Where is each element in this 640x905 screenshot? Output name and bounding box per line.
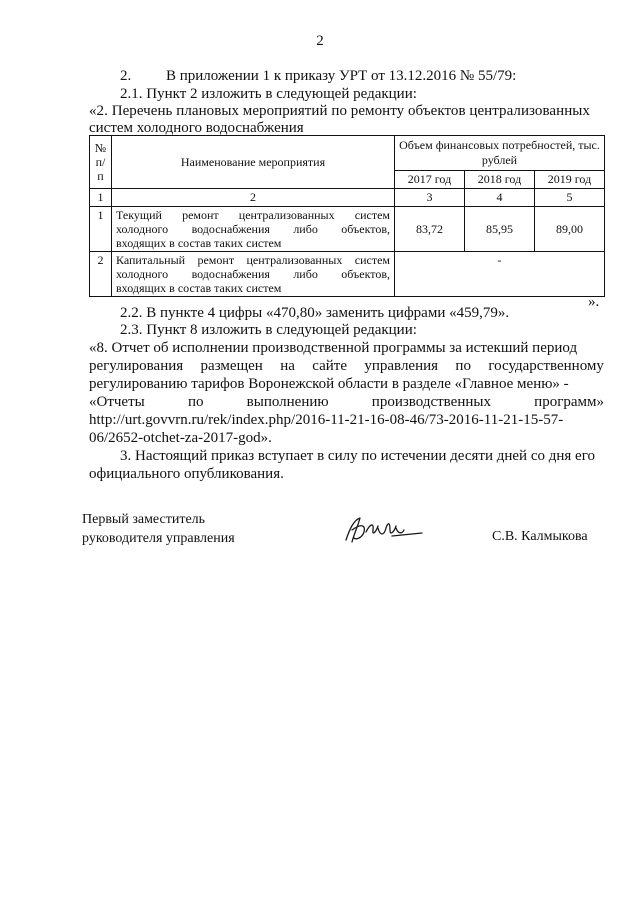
- handwritten-signature-icon: [340, 510, 430, 550]
- quote8-line4: [89, 393, 604, 411]
- paragraph-2-2: 2.2. В пункте 4 цифры «470,80» заменить цифрами «459,79».: [120, 305, 510, 321]
- header-year-2017: 2017 год: [395, 171, 465, 189]
- paragraph-2-1: 2.1. Пункт 2 изложить в следующей редакции:: [120, 86, 417, 102]
- paragraph-2-number: 2.: [120, 68, 132, 84]
- quote8-word: «Отчеты: [89, 394, 145, 410]
- header-year-2019: 2019 год: [535, 171, 605, 189]
- quote8-word: сайте: [312, 358, 347, 374]
- paragraph-2-3: 2.3. Пункт 8 изложить в следующей редакции:: [120, 322, 417, 338]
- paragraph-2-text: В приложении 1 к приказу УРТ от 13.12.2016 № 55/79:: [166, 68, 517, 84]
- quote8-word: на: [280, 358, 295, 374]
- table-row: [90, 207, 605, 252]
- quote8-line3: регулированию тарифов Воронежской области в разделе «Главное меню» -: [89, 376, 569, 392]
- row-name-line: входящих в состав таких систем: [116, 281, 282, 295]
- quote8-line1: «8. Отчет об исполнении производственной программы за истекший период: [89, 340, 578, 356]
- header-num: № п/п: [90, 136, 112, 189]
- page-number: 2: [316, 33, 324, 49]
- quote8-word: выполнению: [246, 394, 329, 410]
- index-cell: 4: [465, 189, 535, 207]
- quote8-line2: [89, 357, 604, 375]
- row-name-line: холодного водоснабжения либо объектов,: [116, 222, 390, 236]
- row-num: 1: [90, 207, 112, 252]
- quote8-word: производственных: [371, 394, 491, 410]
- row-name: [112, 207, 395, 252]
- row-num: 2: [90, 252, 112, 297]
- index-cell: 2: [112, 189, 395, 207]
- quote8-line5: http://urt.govvrn.ru/rek/index.php/2016-11-21-16-08-46/73-2016-11-21-15-57-: [89, 412, 564, 428]
- quote8-word: государственному: [488, 358, 604, 374]
- row-name-line: Капитальный ремонт централизованных систем: [116, 253, 390, 267]
- quote8-word: по: [187, 394, 204, 410]
- closing-quote: ».: [588, 294, 600, 310]
- signatory-position-line2: руководителя управления: [82, 531, 235, 546]
- quote8-word: программ»: [534, 394, 604, 410]
- index-cell: 5: [535, 189, 605, 207]
- table-index-row: [90, 189, 605, 207]
- index-cell: 3: [395, 189, 465, 207]
- header-volume: Объем финансовых потребностей, тыс. рублей: [395, 136, 605, 171]
- row-value-2018: 85,95: [465, 207, 535, 252]
- quote-title-line2: систем холодного водоснабжения: [89, 120, 304, 136]
- quote8-word: по: [455, 358, 471, 374]
- row-name-line: входящих в состав таких систем: [116, 236, 282, 250]
- signatory-name: С.В. Калмыкова: [492, 529, 588, 544]
- signatory-position: [82, 510, 235, 548]
- row-value-2017: 83,72: [395, 207, 465, 252]
- row-merged-value: -: [395, 252, 605, 297]
- repair-plan-table: [89, 135, 605, 297]
- paragraph-3-line2: официального опубликования.: [89, 466, 284, 482]
- quote8-word: управления: [364, 358, 439, 374]
- signatory-position-line1: Первый заместитель: [82, 512, 206, 527]
- quote8-line6: 06/2652-otchet-za-2017-god».: [89, 430, 272, 446]
- header-name: Наименование мероприятия: [112, 136, 395, 189]
- header-year-2018: 2018 год: [465, 171, 535, 189]
- quote-title-line1: «2. Перечень плановых мероприятий по ремонту объектов централизованных: [89, 103, 590, 119]
- quote8-word: размещен: [200, 358, 263, 374]
- paragraph-3-line1: 3. Настоящий приказ вступает в силу по истечении десяти дней со дня его: [120, 448, 595, 464]
- index-cell: 1: [90, 189, 112, 207]
- quote8-word: регулирования: [89, 358, 184, 374]
- table-header-row: [90, 136, 605, 171]
- row-value-2019: 89,00: [535, 207, 605, 252]
- table-row: [90, 252, 605, 297]
- row-name-line: холодного водоснабжения либо объектов,: [116, 267, 390, 281]
- row-name: [112, 252, 395, 297]
- row-name-line: Текущий ремонт централизованных систем: [116, 208, 390, 222]
